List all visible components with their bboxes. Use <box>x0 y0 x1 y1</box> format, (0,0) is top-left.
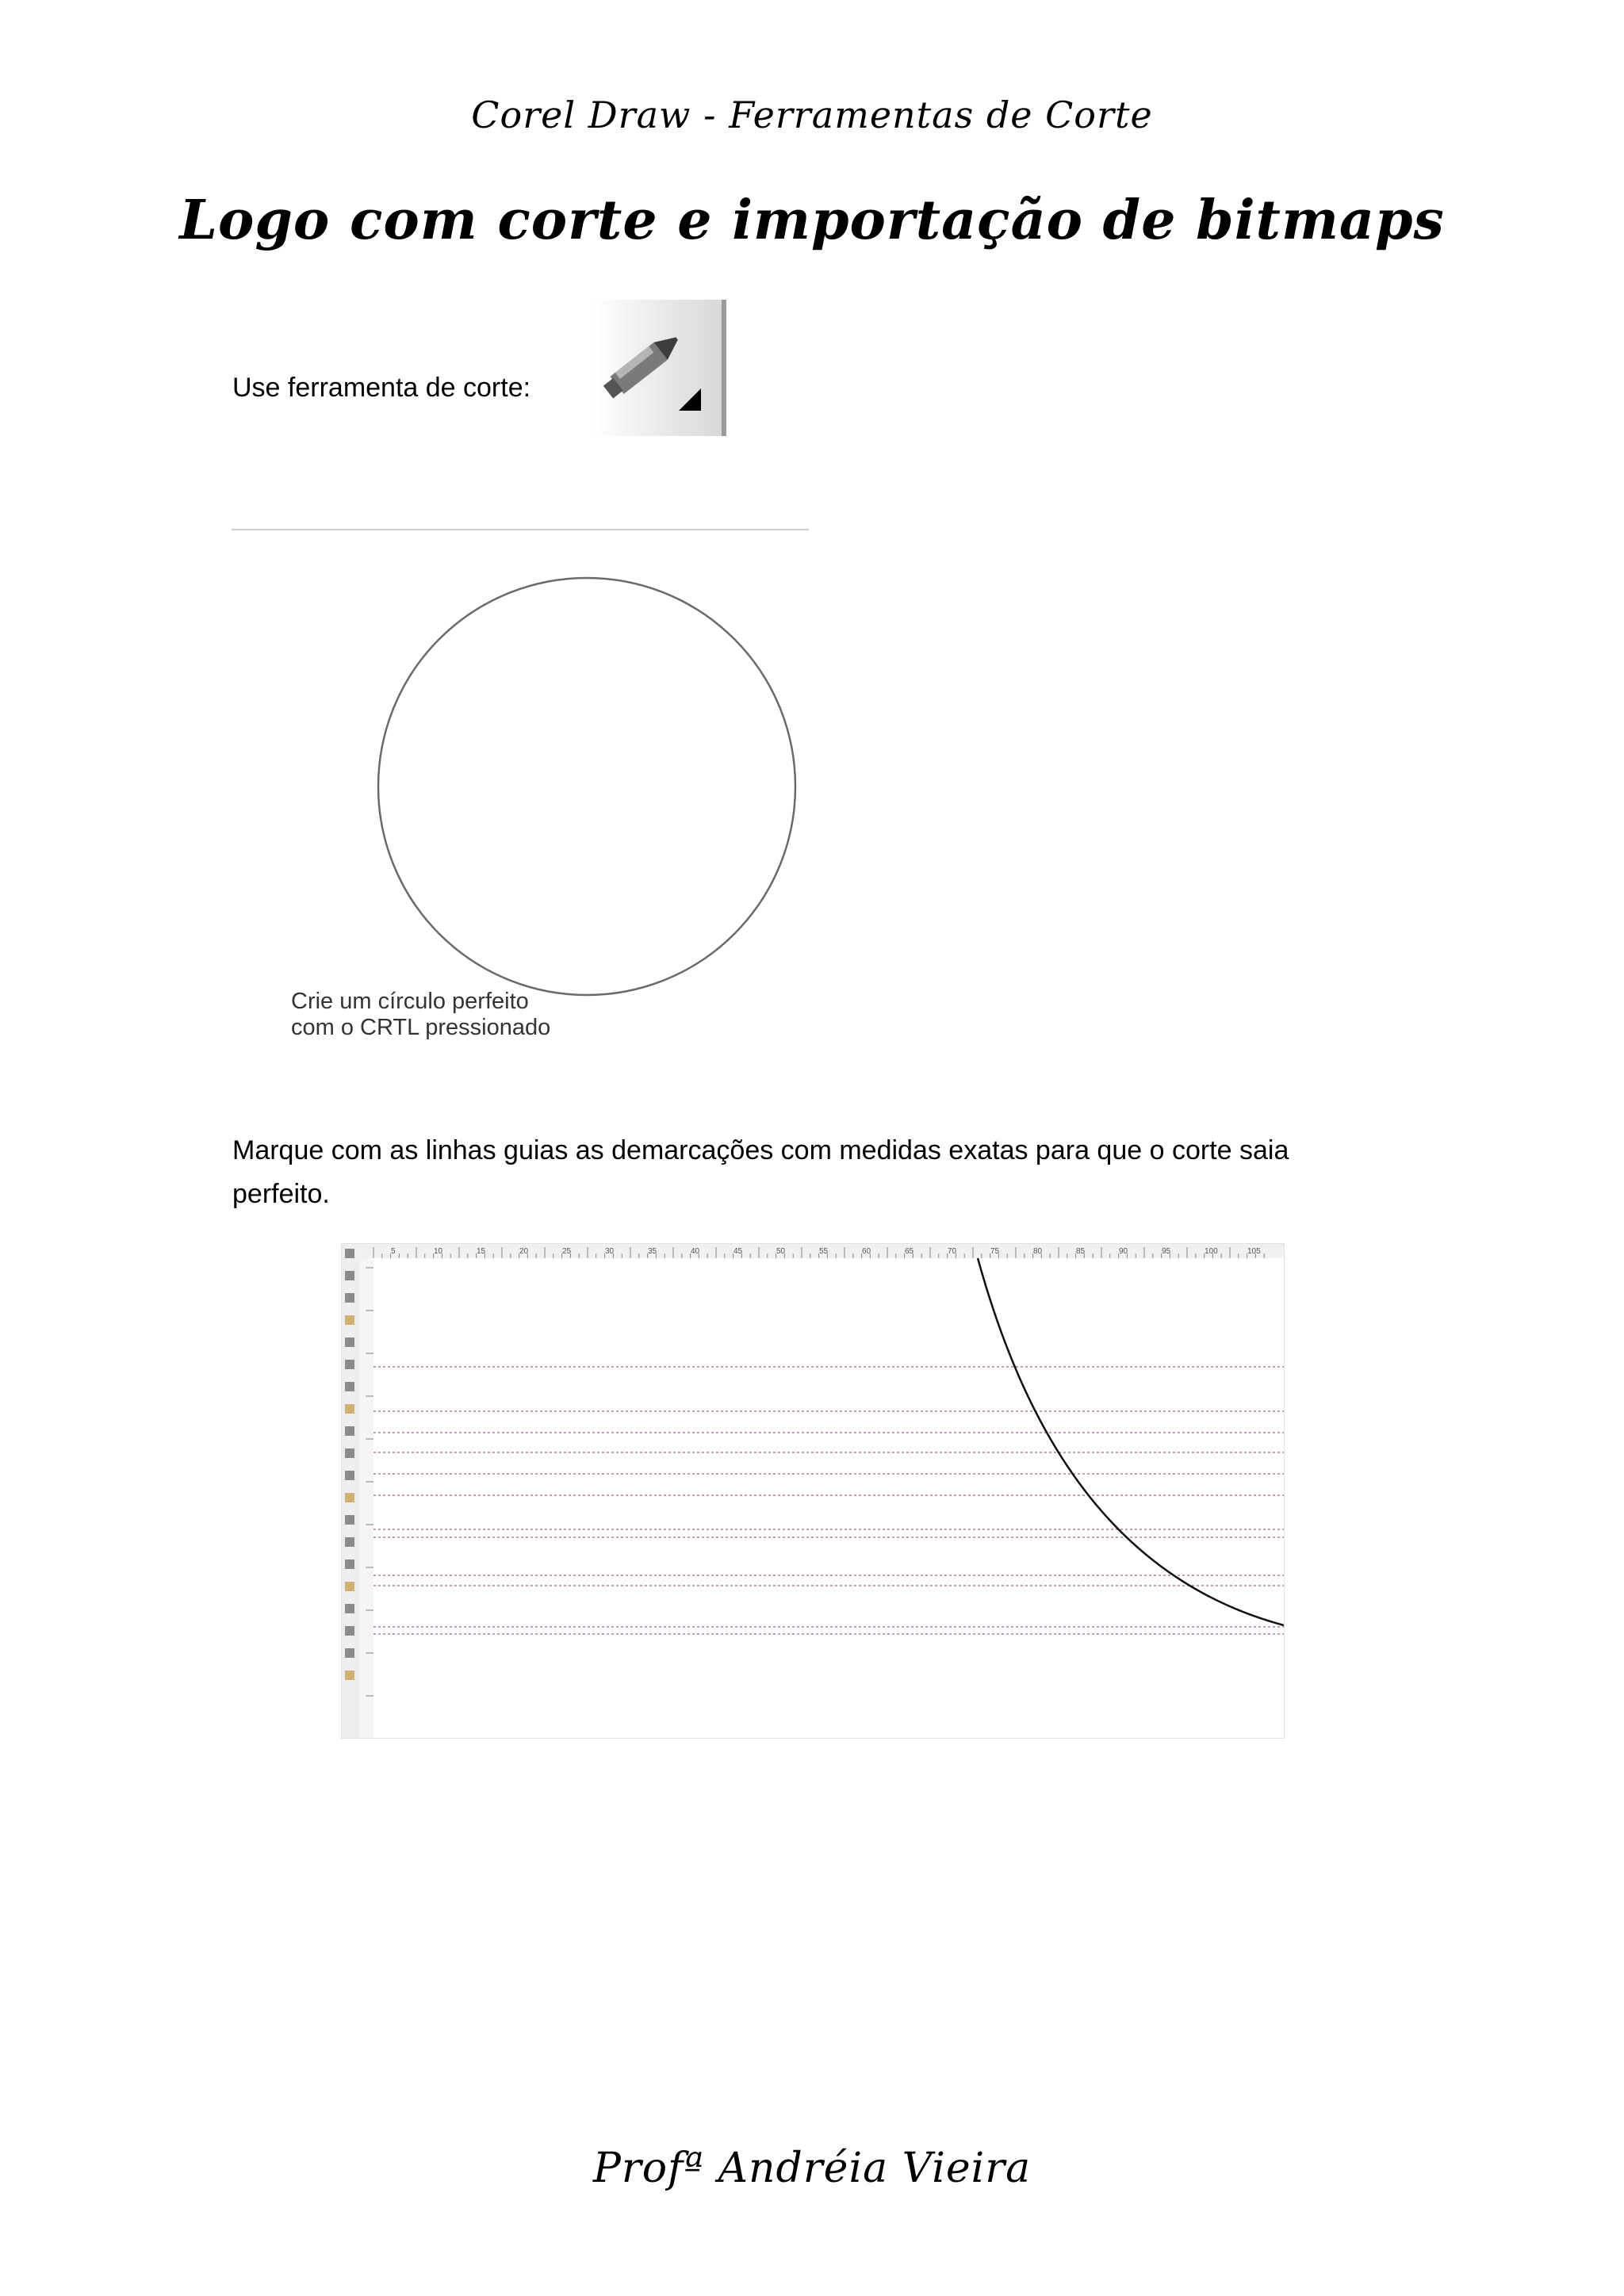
circle-caption-line2: com o CRTL pressionado <box>291 1015 551 1040</box>
corel-tool-icon <box>345 1648 354 1658</box>
corel-guidelines-screenshot <box>341 1243 1285 1739</box>
step2-instruction <box>232 1129 1289 1216</box>
ruler-label: 60 <box>862 1247 871 1256</box>
corel-tool-icon <box>345 1293 354 1303</box>
corel-tool-icon <box>345 1493 354 1502</box>
ruler-label: 55 <box>819 1247 829 1256</box>
ruler-label: 45 <box>733 1247 743 1256</box>
perfect-circle-illustration <box>373 572 801 1001</box>
corel-tool-icon <box>345 1404 354 1414</box>
ruler-label: 85 <box>1076 1247 1086 1256</box>
corel-tool-icon <box>345 1604 354 1613</box>
corel-tool-icon <box>345 1582 354 1591</box>
ruler-label: 95 <box>1162 1247 1171 1256</box>
ruler-label: 40 <box>691 1247 700 1256</box>
corel-tool-icon <box>345 1249 354 1258</box>
ruler-label: 100 <box>1205 1247 1218 1256</box>
step2-line2: perfeito. <box>232 1179 330 1209</box>
corel-tool-icon <box>345 1360 354 1369</box>
vertical-ruler <box>359 1258 373 1738</box>
ruler-label: 80 <box>1033 1247 1043 1256</box>
corel-tool-icon <box>345 1537 354 1547</box>
ruler-label: 20 <box>519 1247 529 1256</box>
corel-canvas <box>342 1244 1284 1738</box>
ruler-label: 25 <box>562 1247 572 1256</box>
corel-tool-icon <box>345 1670 354 1680</box>
ruler-label: 15 <box>477 1247 486 1256</box>
ruler-label: 75 <box>990 1247 1000 1256</box>
corel-tool-icon <box>345 1382 354 1391</box>
step2-line1: Marque com as linhas guias as demarcações com medidas exatas para que o corte saia <box>232 1135 1289 1165</box>
ruler-label: 70 <box>948 1247 957 1256</box>
ruler-label: 65 <box>905 1247 914 1256</box>
corel-tool-icon <box>345 1271 354 1280</box>
corel-tool-icon <box>345 1471 354 1480</box>
circle-caption-line1: Crie um círculo perfeito <box>291 989 529 1014</box>
knife-cut-tool-icon <box>593 300 726 436</box>
corel-tool-icon <box>345 1515 354 1525</box>
ruler-label: 35 <box>648 1247 657 1256</box>
ruler-label: 10 <box>434 1247 443 1256</box>
page-title: Logo com corte e importação de bitmaps <box>179 189 1445 252</box>
ruler-label: 50 <box>776 1247 786 1256</box>
corel-tool-icon <box>345 1337 354 1347</box>
ruler-label: 30 <box>605 1247 615 1256</box>
section-divider <box>232 529 809 530</box>
corel-tool-icon <box>345 1559 354 1569</box>
document-header: Corel Draw - Ferramentas de Corte <box>471 94 1153 136</box>
corel-tool-icon <box>345 1448 354 1458</box>
footer-author: Profª Andréia Vieira <box>592 2145 1032 2192</box>
ruler-label: 105 <box>1247 1247 1261 1256</box>
ruler-label: 5 <box>391 1247 396 1256</box>
corel-tool-icon <box>345 1626 354 1636</box>
corel-tool-icon <box>345 1426 354 1436</box>
ruler-label: 90 <box>1119 1247 1128 1256</box>
circle-caption <box>291 989 550 1041</box>
step1-instruction: Use ferramenta de corte: <box>232 373 531 403</box>
corel-tool-icon <box>345 1315 354 1325</box>
